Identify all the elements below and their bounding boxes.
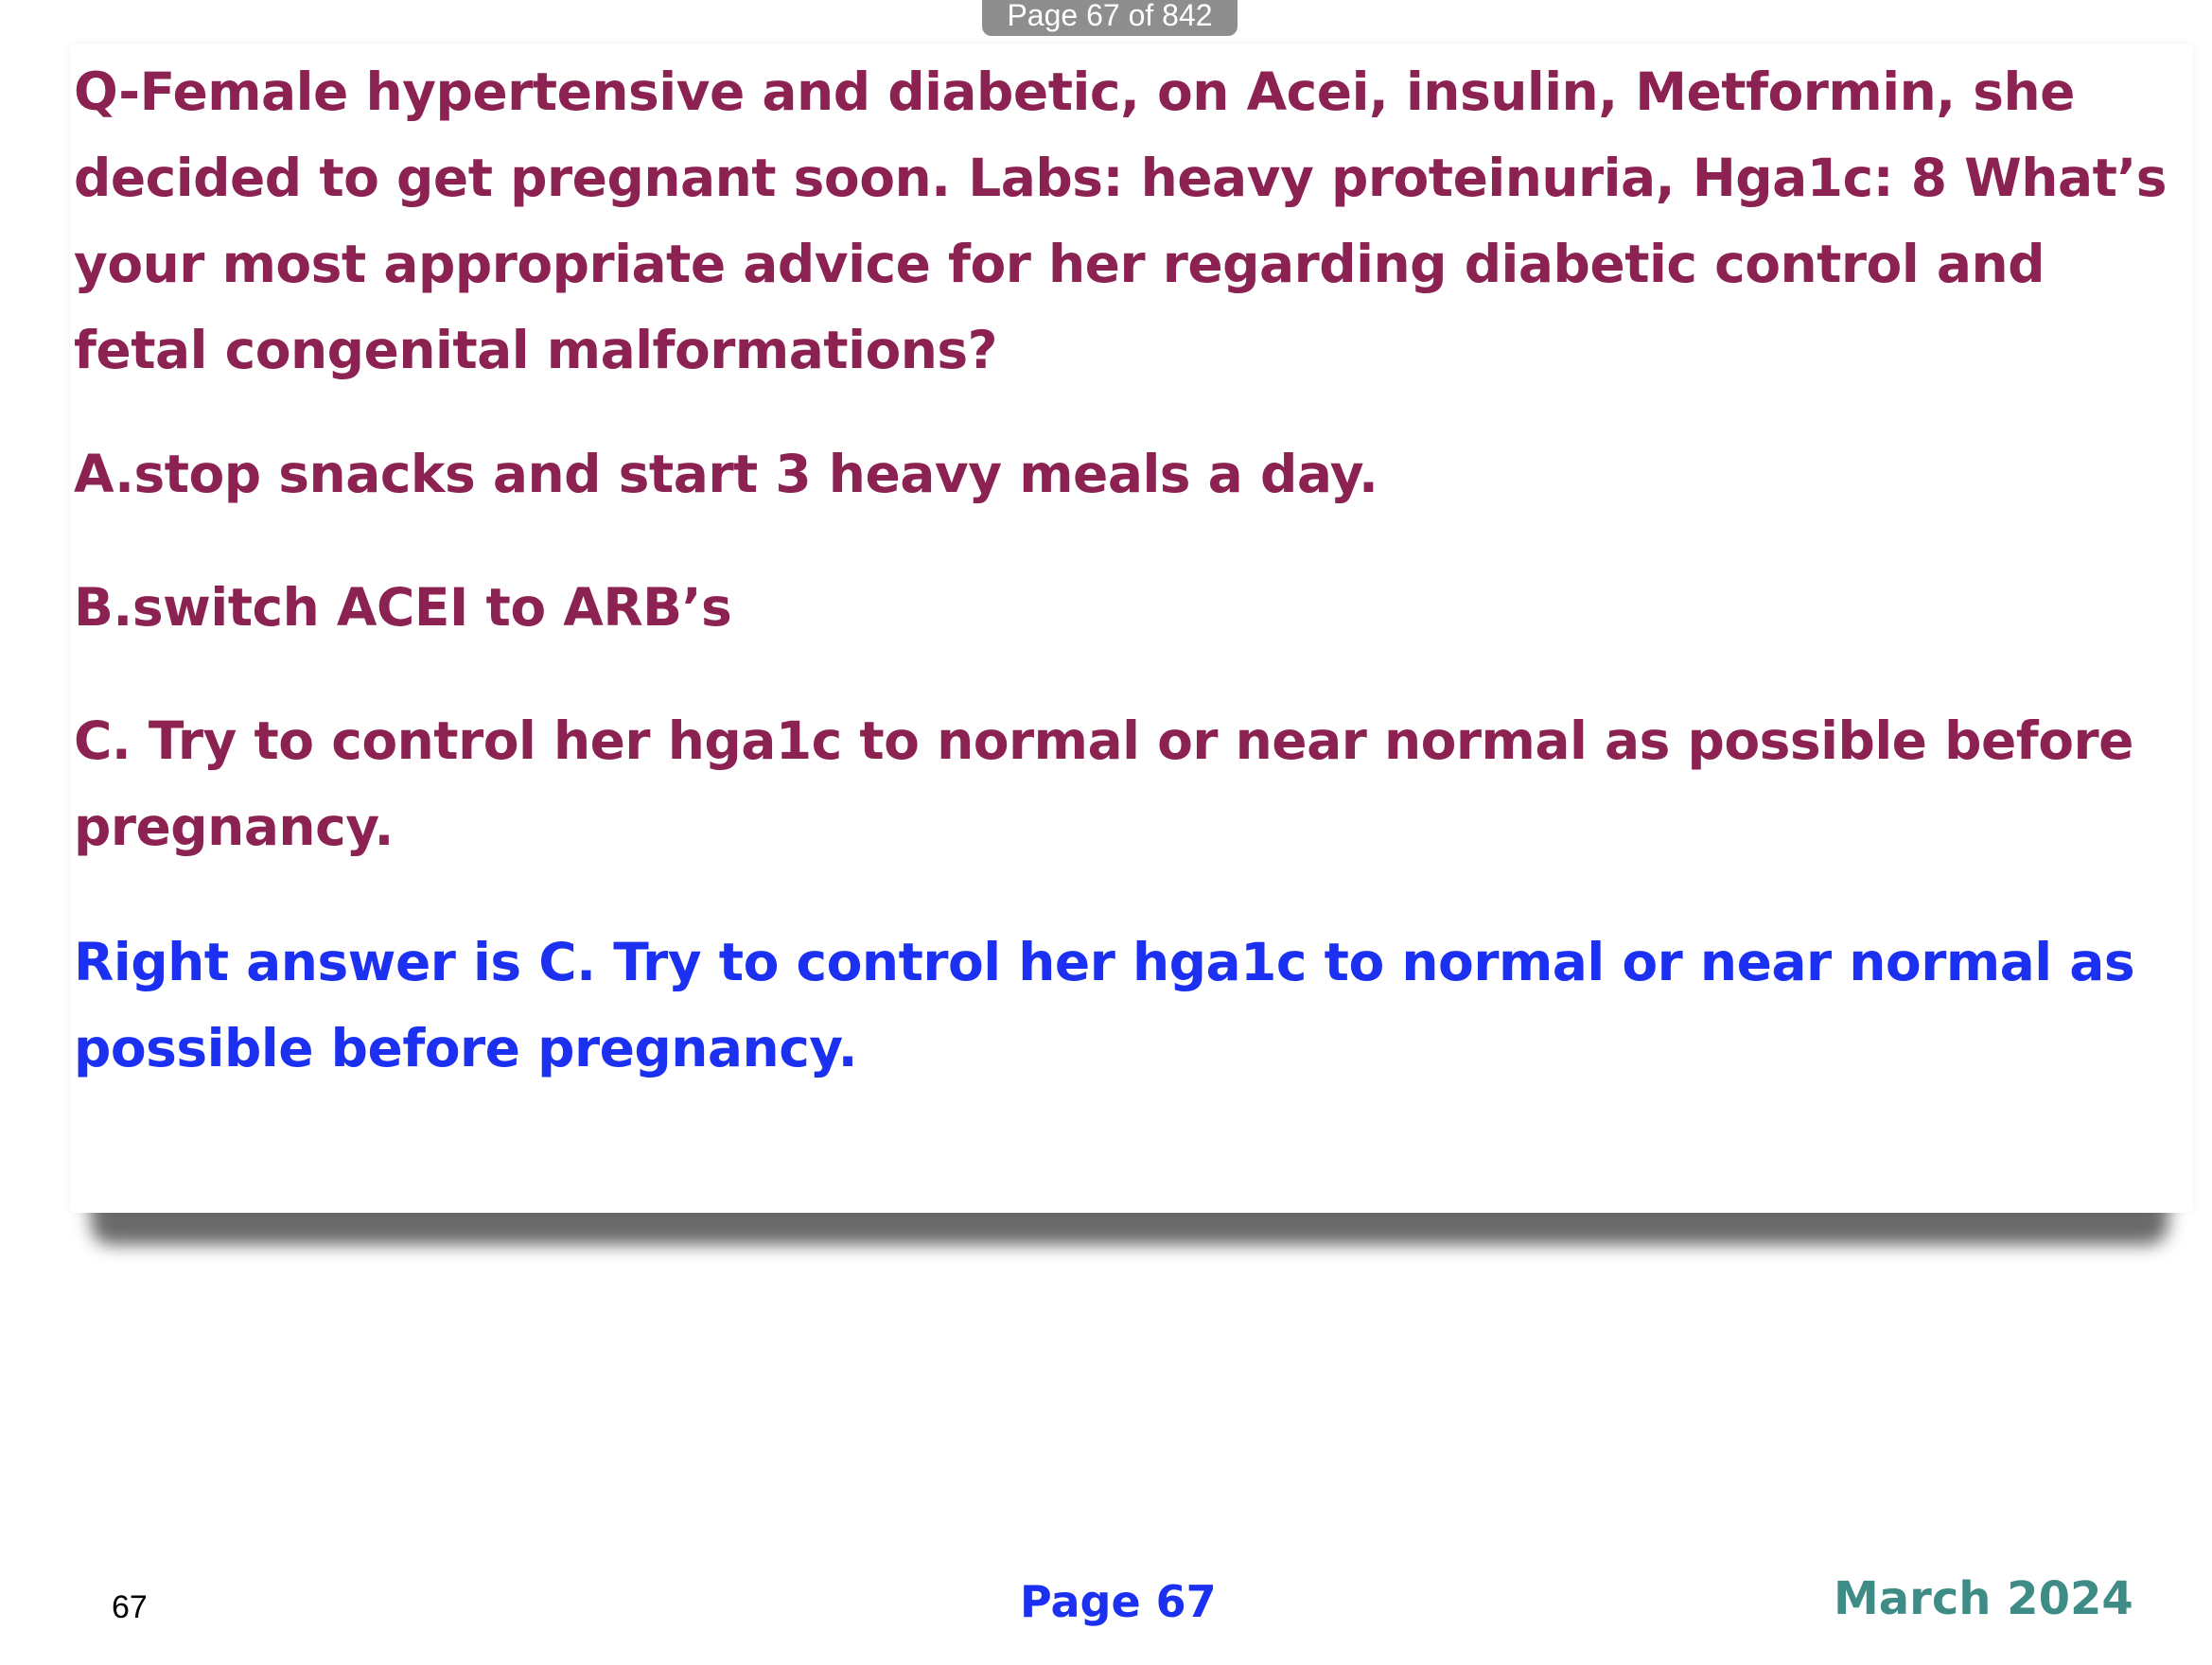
question-text: Q-Female hypertensive and diabetic, on Acei, insulin, Metformin, she decided to get pregnant soon. Labs: heavy proteinuria, Hga1c: 8 What’s your most appropriate advice for her regarding diabetic control and fetal congenital malformations? [74, 61, 2167, 380]
footer-page-label: Page 67 [1020, 1576, 1217, 1627]
option-b: B.switch ACEI to ARB’s [74, 577, 732, 638]
page-indicator: Page 67 of 842 [982, 0, 1238, 36]
option-a: A.stop snacks and start 3 heavy meals a day. [74, 444, 1378, 504]
question-card [70, 44, 2193, 1213]
footer-date: March 2024 [1834, 1572, 2133, 1625]
option-c: C. Try to control her hga1c to normal or near normal as possible before pregnancy. [74, 710, 2133, 857]
answer-text: Right answer is C. Try to control her hga1c to normal or near normal as possible before pregnancy. [74, 932, 2135, 1078]
footer-page-number: 67 [112, 1589, 148, 1625]
